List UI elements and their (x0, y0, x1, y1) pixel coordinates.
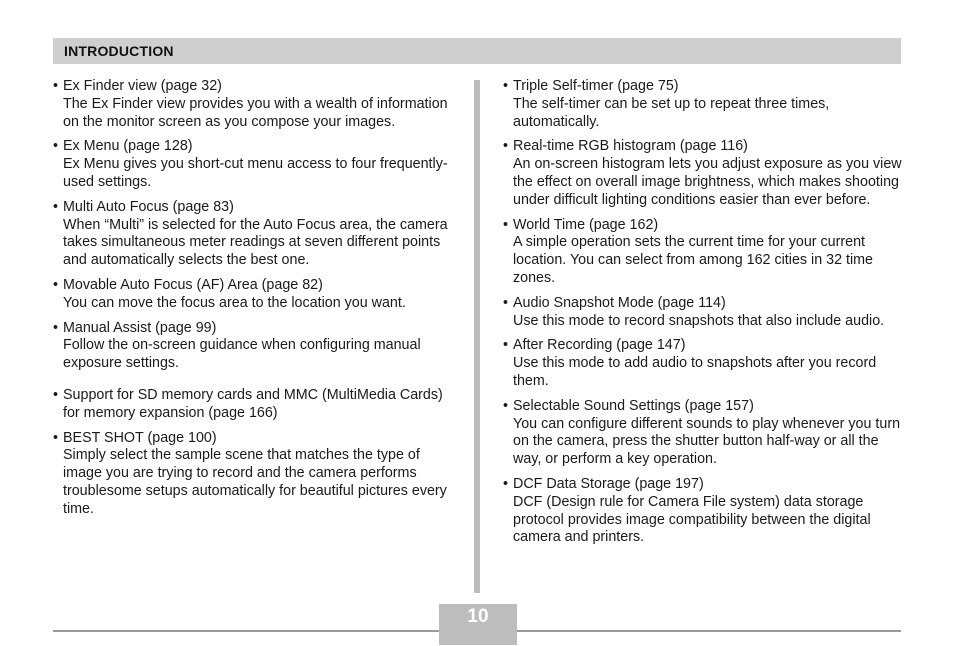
list-item (503, 337, 903, 390)
bullet-icon: • (53, 319, 59, 336)
item-description: Use this mode to record snapshots that also include audio. (513, 312, 885, 329)
item-description: An on-screen histogram lets you adjust exposure as you view the effect on overall image brightness, which makes shooting under difficult lighting conditions easier than ever before. (513, 156, 902, 208)
item-title: DCF Data Storage (page 197) (513, 475, 704, 492)
item-title: BEST SHOT (page 100) (63, 429, 217, 446)
item-description: The Ex Finder view provides you with a wealth of information on the monitor screen as you compose your images. (63, 95, 448, 130)
item-description: Use this mode to add audio to snapshots after you record them. (513, 355, 877, 389)
item-description: You can move the focus area to the location you want. (63, 294, 406, 311)
item-description: Simply select the sample scene that matches the type of image you are trying to record and the camera performs troublesome setups automatically for beautiful pictures every time. (63, 447, 447, 517)
bullet-icon: • (53, 78, 59, 94)
right-column (503, 78, 903, 547)
item-title: Manual Assist (page 99) (63, 319, 217, 336)
item-title: Movable Auto Focus (AF) Area (page 82) (63, 276, 323, 293)
page-number-box (439, 604, 517, 645)
bullet-icon: • (503, 294, 509, 311)
list-item (53, 199, 453, 270)
list-item (53, 138, 453, 191)
list-item (53, 277, 453, 313)
bullet-icon: • (503, 397, 509, 414)
item-description: DCF (Design rule for Camera File system) data storage protocol provides image compatibility between the digital camera and printers. (513, 493, 871, 546)
item-title: Real-time RGB histogram (page 116) (513, 138, 748, 155)
item-title: Selectable Sound Settings (page 157) (513, 397, 754, 414)
bullet-icon: • (53, 138, 59, 155)
list-item (503, 138, 903, 209)
item-title: World Time (page 162) (513, 216, 659, 233)
bullet-icon: • (503, 78, 509, 94)
bullet-icon: • (53, 276, 59, 293)
list-item (53, 430, 453, 519)
item-title: Multi Auto Focus (page 83) (63, 198, 234, 215)
column-divider (474, 80, 480, 593)
item-title: Audio Snapshot Mode (page 114) (513, 294, 726, 311)
list-item (503, 398, 903, 469)
list-item (503, 295, 903, 331)
list-item (53, 320, 453, 373)
bullet-icon: • (503, 138, 509, 155)
item-description: A simple operation sets the current time for your current location. You can select from among 162 cities in 32 time zones. (513, 234, 874, 286)
item-description: The self-timer can be set up to repeat three times, automatically. (513, 95, 830, 130)
list-item (503, 217, 903, 288)
section-header-bar (53, 38, 901, 64)
item-description: You can configure different sounds to play whenever you turn on the camera, press the shutter button half-way or all the way, or perform a key operation. (513, 415, 901, 468)
item-description: Ex Menu gives you short-cut menu access to four frequently-used settings. (63, 156, 448, 190)
bullet-icon: • (53, 198, 59, 215)
item-title: Triple Self-timer (page 75) (513, 78, 679, 94)
item-title: After Recording (page 147) (513, 337, 686, 354)
item-description: When “Multi” is selected for the Auto Focus area, the camera takes simultaneous meter readings at seven different points and automatically selects the best one. (63, 216, 448, 269)
item-title: Support for SD memory cards and MMC (MultiMedia Cards) for memory expansion (page 166) (63, 386, 443, 421)
bullet-icon: • (503, 216, 509, 233)
section-title: INTRODUCTION (64, 43, 174, 59)
list-item (53, 387, 453, 423)
bullet-icon: • (503, 337, 509, 354)
bullet-icon: • (503, 475, 509, 492)
list-item (53, 78, 453, 131)
list-item (503, 476, 903, 547)
bullet-icon: • (53, 429, 59, 446)
left-column (53, 78, 453, 519)
page-number: 10 (467, 606, 489, 627)
item-title: Ex Finder view (page 32) (63, 78, 222, 94)
list-item (503, 78, 903, 131)
item-title: Ex Menu (page 128) (63, 138, 193, 155)
item-description: Follow the on-screen guidance when configuring manual exposure settings. (63, 337, 421, 372)
bullet-icon: • (53, 386, 59, 403)
